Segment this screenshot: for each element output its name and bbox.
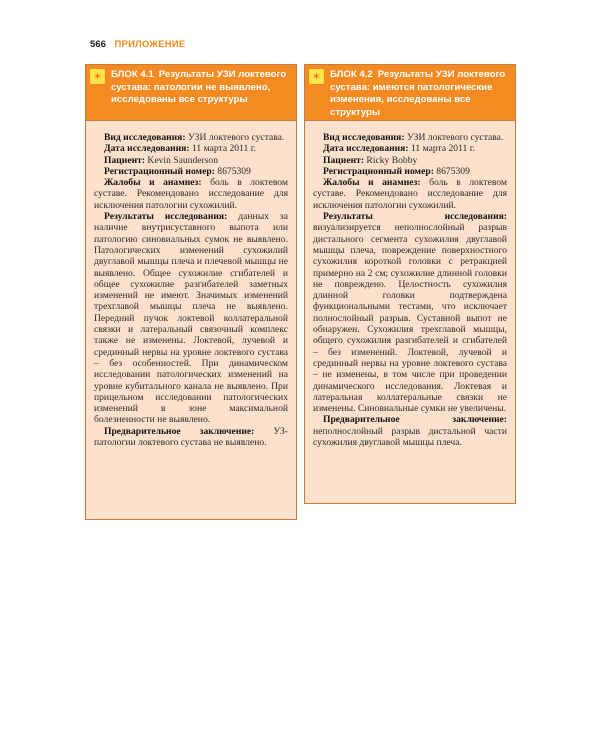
box-label: БЛОК 4.1 [111,69,154,80]
box-label: БЛОК 4.2 [330,69,373,80]
field-exam-date: Дата исследования: 11 марта 2011 г. [104,143,256,155]
field-results: Результаты исследования: визуализируется неполнослойный разрыв дистального сегмента сухожилия двуглавой мышцы плеча, повреждение поверхностного сухожилия короткой головки с ретракцией примерно на 2 см; сухожилие длинной головки не повреждено. Целостность сухожилия длинной головки подтверждена функциональными тестами, что исключает полнослойный разрыв. Суставной выпот не обнаружен. Сухожилия трехглавой мышцы, общего сухожилия разгибателей и сгибателей – без изменений. Локтевой, лучевой и срединный нервы на уровне локтевого сустава – не изменены, в том числе при проведении динамического исследования. Локтевая и латеральная коллатеральные связки не изменены. Синовиальные сумки не увеличены. [313,211,507,415]
field-patient: Пациент: Kevin Saunderson [104,154,219,166]
field-complaints: Жалобы и анамнез: боль в локтевом суставе. Рекомендовано исследование для исключения патологии сухожилий. [94,177,288,211]
field-conclusion: Предварительное заключение: неполнослойный разрыв дистальной части сухожилия двуглавой мышцы плеча. [313,414,507,449]
box-body [94,132,288,448]
box-header [86,65,296,121]
field-exam-date: Дата исследования: 11 марта 2011 г. [323,143,475,155]
field-complaints: Жалобы и анамнез: боль в локтевом суставе. Рекомендовано исследование для исключения патологии сухожилий. [313,177,507,211]
section-title: ПРИЛОЖЕНИЕ [114,39,186,50]
box-title [111,69,292,107]
field-patient: Пациент: Ricky Bobby [323,154,418,166]
page-number: 566 [90,39,106,50]
box-4-1 [85,64,297,520]
field-reg-number: Регистрационный номер: 8675309 [104,165,251,177]
box-title [330,69,511,119]
box-header [305,65,515,121]
box-4-2 [304,64,516,504]
field-reg-number: Регистрационный номер: 8675309 [323,165,470,177]
field-exam-type: Вид исследования: УЗИ локтевого сустава. [104,132,285,143]
star-icon: ✶ [309,69,324,84]
box-title-text: Результаты УЗИ локтевого сустава: патологии не выявлено, исследованы все структуры [111,69,287,105]
star-icon: ✶ [90,69,105,84]
field-conclusion: Предварительное заключение: УЗ-патологии локтевого сустава не выявлено. [94,425,288,449]
field-exam-type: Вид исследования: УЗИ локтевого сустава. [323,132,504,143]
field-results: Результаты исследования: данных за наличие внутрисуставного выпота или патологию синовиальных сумок не выявлено. Патологических изменений сухожилий двуглавой мышцы плеча и плечевой мышцы не выявлено. Общее сухожилие сгибателей и общее сухожилие разгибателей заметных изменений не имеют. Значимых изменений трехглавой мышцы плеча не выявлено. Передний пучок локтевой коллатеральной связки и латеральный связочный комплекс также не изменены. Локтевой, лучевой и срединный нервы на уровне локтевого сустава – без особенностей. При динамическом исследовании патологических изменений на уровне кубитального канала не выявлено. При прицельном исследовании патологических изменений в зоне максимальной болезненности не выявлено. [94,211,288,426]
box-title-text: Результаты УЗИ локтевого сустава: имеются патологические изменения, исследованы все структуры [330,69,506,118]
page-header [90,38,185,52]
box-body [313,132,507,448]
